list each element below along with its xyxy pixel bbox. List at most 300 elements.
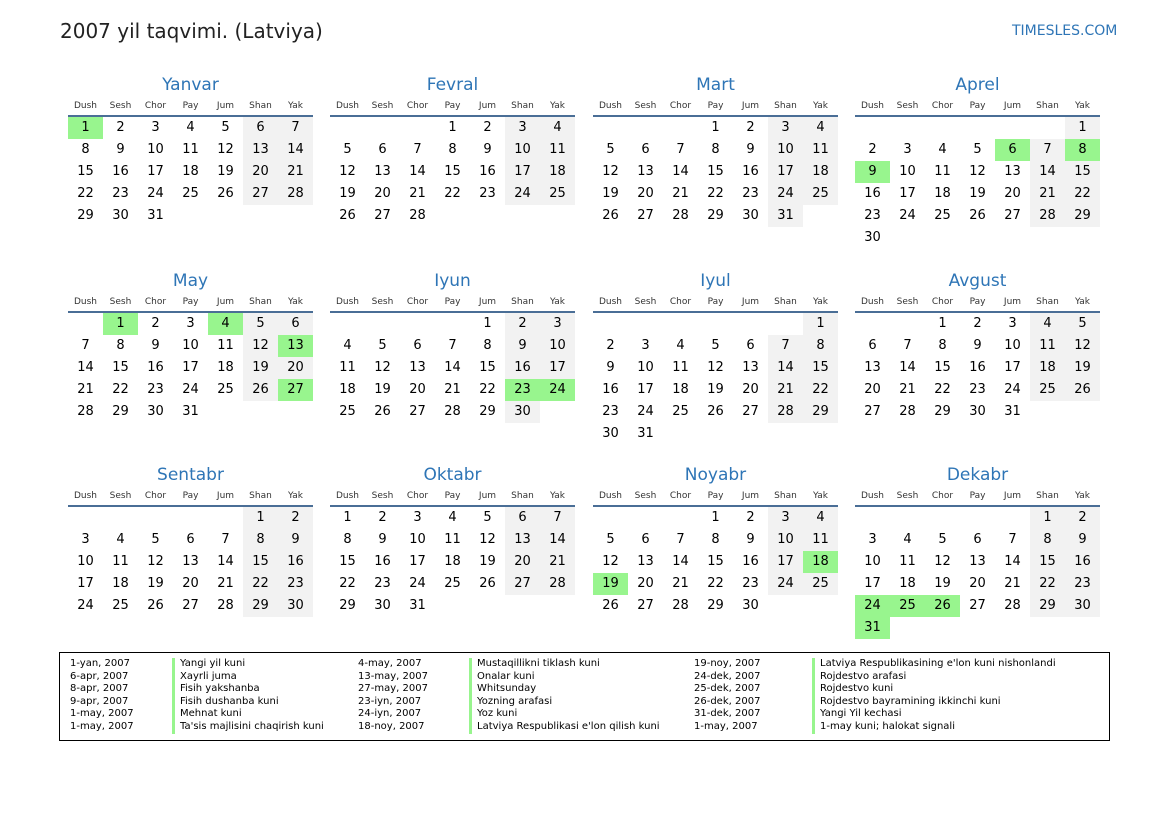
weekday-header [68,97,313,117]
day-cell: 16 [374,554,391,569]
weekday-label: Pay [707,101,724,111]
day-cell: 7 [768,335,803,357]
day-cell: 27 [243,183,278,205]
day-cell: 16 [278,551,313,573]
holiday-date: 8-apr, 2007 [70,683,129,695]
weekday-label: Chor [669,101,692,111]
weekday-label: Dush [860,101,885,111]
day-grid [330,117,575,249]
holiday-date: 31-dek, 2007 [694,708,761,720]
weekday-header [593,487,838,507]
holiday-day-cell: 18 [803,551,838,573]
day-cell: 10 [1004,338,1021,353]
day-cell: 12 [602,554,619,569]
day-cell: 6 [868,338,877,353]
day-cell: 4 [1030,313,1065,335]
day-cell: 24 [77,598,94,613]
holiday-name: Onalar kuni [477,670,535,682]
holiday-day-cell: 19 [593,573,628,595]
day-cell: 18 [112,576,129,591]
day-cell: 5 [483,510,492,525]
day-cell: 30 [278,595,313,617]
month-avgust [855,269,1100,445]
day-cell: 19 [969,186,986,201]
weekday-label: Jum [478,297,497,307]
month-iyul [593,269,838,445]
day-cell: 10 [77,554,94,569]
day-cell: 11 [934,164,951,179]
day-cell: 7 [221,532,230,547]
day-cell: 23 [1065,573,1100,595]
day-cell: 30 [1065,595,1100,617]
holiday-name: Latviya Respublikasining e'lon kuni nishonlandi [820,658,1056,669]
weekday-label: Chor [931,101,954,111]
day-cell: 13 [637,164,654,179]
holiday-date: 25-dek, 2007 [694,683,761,695]
holiday-date: 1-may, 2007 [70,720,134,732]
day-cell: 20 [182,576,199,591]
day-cell: 30 [374,598,391,613]
day-cell: 27 [742,404,759,419]
day-cell: 21 [1004,576,1021,591]
holiday-day-cell: 26 [925,595,960,617]
day-cell: 6 [278,313,313,335]
day-cell: 19 [707,382,724,397]
day-grid [855,117,1100,249]
day-cell: 4 [343,338,352,353]
day-cell: 26 [339,208,356,223]
day-cell: 30 [742,598,759,613]
day-cell: 4 [448,510,457,525]
weekday-label: Dush [598,297,623,307]
day-cell: 26 [147,598,164,613]
day-cell: 18 [672,382,689,397]
day-cell: 23 [969,382,986,397]
weekday-label: Yak [1075,101,1090,111]
day-cell: 24 [1004,382,1021,397]
holiday-name: Mehnat kuni [180,708,242,720]
day-cell: 14 [768,357,803,379]
holiday-name: Mustaqillikni tiklash kuni [477,658,600,669]
holiday-day-cell: 8 [1065,139,1100,161]
weekday-label: Sesh [896,101,919,111]
day-grid [593,313,838,445]
month-name: Avgust [948,271,1007,291]
day-cell: 5 [151,532,160,547]
holiday-name: 1-may kuni; halokat signali [820,720,955,732]
holiday-day-cell: 1 [68,117,103,139]
weekday-label: Dush [73,297,98,307]
day-cell: 11 [803,529,838,551]
day-cell: 8 [711,142,720,157]
holiday-date: 19-noy, 2007 [694,658,761,669]
day-cell: 10 [147,142,164,157]
month-name: Noyabr [684,465,747,485]
day-cell: 27 [505,573,540,595]
holiday-name: Rojdestvo arafasi [820,670,907,682]
day-cell: 22 [803,379,838,401]
day-cell: 24 [147,186,164,201]
day-cell: 13 [374,164,391,179]
month-name: Sentabr [157,465,224,485]
day-cell: 11 [899,554,916,569]
day-cell: 28 [1004,598,1021,613]
day-cell: 16 [1065,551,1100,573]
holiday-date: 4-may, 2007 [358,658,422,669]
day-cell: 9 [505,335,540,357]
day-cell: 4 [116,532,125,547]
day-cell: 29 [243,595,278,617]
day-cell: 24 [505,183,540,205]
day-cell: 13 [182,554,199,569]
day-cell: 11 [339,360,356,375]
day-cell: 22 [444,186,461,201]
day-cell: 1 [803,313,838,335]
day-cell: 2 [973,316,982,331]
day-cell: 28 [540,573,575,595]
day-cell: 23 [479,186,496,201]
day-cell: 16 [742,554,759,569]
weekday-label: Pay [969,101,986,111]
weekday-header [593,97,838,117]
weekday-label: Shan [511,297,534,307]
day-cell: 24 [637,404,654,419]
day-cell: 22 [707,186,724,201]
day-cell: 4 [803,117,838,139]
day-cell: 5 [343,142,352,157]
day-cell: 22 [1065,183,1100,205]
weekday-header [330,97,575,117]
holiday-name: Yoz kuni [477,708,518,720]
day-cell: 19 [339,186,356,201]
weekday-label: Yak [813,297,828,307]
day-cell: 11 [217,338,234,353]
holiday-name: Rojdestvo kuni [820,683,894,695]
holiday-date: 9-apr, 2007 [70,695,129,707]
weekday-label: Chor [144,491,167,501]
day-cell: 14 [1004,554,1021,569]
day-cell: 14 [672,554,689,569]
day-cell: 11 [182,142,199,157]
day-cell: 11 [803,139,838,161]
day-cell: 14 [409,164,426,179]
day-cell: 23 [374,576,391,591]
day-cell: 21 [278,161,313,183]
weekday-label: Sesh [109,101,132,111]
holiday-name: Yangi yil kuni [180,658,246,669]
day-cell: 17 [768,551,803,573]
day-cell: 1 [243,507,278,529]
day-cell: 24 [409,576,426,591]
day-cell: 6 [186,532,195,547]
day-cell: 7 [81,338,90,353]
holiday-day-cell: 23 [505,379,540,401]
day-cell: 17 [505,161,540,183]
weekday-label: Yak [288,101,303,111]
weekday-label: Shan [249,297,272,307]
weekday-label: Jum [1003,101,1022,111]
day-cell: 16 [602,382,619,397]
day-cell: 14 [444,360,461,375]
weekday-label: Chor [669,297,692,307]
day-cell: 3 [768,117,803,139]
weekday-label: Dush [860,491,885,501]
month-name: Fevral [426,75,479,95]
month-iyun [330,269,575,445]
day-cell: 19 [479,554,496,569]
day-cell: 3 [540,313,575,335]
day-cell: 11 [1030,335,1065,357]
day-cell: 8 [116,338,125,353]
day-cell: 22 [707,576,724,591]
day-cell: 23 [278,573,313,595]
day-cell: 15 [112,360,129,375]
day-cell: 24 [899,208,916,223]
day-cell: 6 [243,117,278,139]
month-name: Oktabr [423,465,482,485]
day-cell: 3 [768,507,803,529]
day-cell: 20 [278,357,313,379]
day-cell: 8 [343,532,352,547]
weekday-label: Dush [598,101,623,111]
holiday-day-cell: 13 [278,335,313,357]
weekday-label: Pay [182,491,199,501]
weekday-label: Pay [444,491,461,501]
day-cell: 21 [899,382,916,397]
day-cell: 10 [864,554,881,569]
day-cell: 8 [483,338,492,353]
day-cell: 18 [540,161,575,183]
day-grid [330,507,575,639]
day-cell: 25 [339,404,356,419]
holiday-date: 1-may, 2007 [694,720,758,732]
day-cell: 6 [641,532,650,547]
day-cell: 24 [768,183,803,205]
day-cell: 9 [973,338,982,353]
weekday-label: Chor [406,101,429,111]
weekday-label: Jum [216,491,235,501]
holiday-names-col-1 [172,658,324,734]
weekday-label: Jum [741,101,760,111]
day-cell: 1 [343,510,352,525]
day-cell: 2 [378,510,387,525]
day-cell: 25 [803,183,838,205]
day-cell: 25 [934,208,951,223]
day-grid [68,313,313,445]
weekday-header [330,487,575,507]
day-cell: 15 [444,164,461,179]
day-cell: 29 [339,598,356,613]
weekday-label: Dush [860,297,885,307]
day-cell: 12 [243,335,278,357]
holiday-date: 1-may, 2007 [70,708,134,720]
day-cell: 3 [186,316,195,331]
weekday-label: Pay [707,297,724,307]
day-cell: 10 [899,164,916,179]
day-cell: 23 [742,186,759,201]
weekday-label: Yak [550,491,565,501]
day-cell: 29 [1030,595,1065,617]
weekday-label: Jum [478,101,497,111]
day-cell: 12 [969,164,986,179]
day-cell: 31 [182,404,199,419]
day-cell: 17 [1004,360,1021,375]
holiday-day-cell: 24 [855,595,890,617]
holiday-name: Ta'sis majlisini chaqirish kuni [180,720,324,732]
site-link[interactable]: TIMESLES.COM [1012,23,1118,39]
weekday-label: Sesh [371,101,394,111]
day-cell: 29 [934,404,951,419]
holiday-date: 6-apr, 2007 [70,670,129,682]
month-yanvar [68,73,313,249]
month-name: Aprel [955,75,1000,95]
day-cell: 30 [112,208,129,223]
day-cell: 26 [374,404,391,419]
day-cell: 13 [1004,164,1021,179]
day-cell: 7 [676,532,685,547]
day-grid [855,313,1100,445]
holiday-name: Yozning arafasi [477,695,553,707]
holiday-name: Yangi Yil kechasi [820,708,902,720]
day-cell: 27 [409,404,426,419]
day-cell: 15 [243,551,278,573]
weekday-header [593,293,838,313]
day-cell: 12 [374,360,391,375]
day-cell: 28 [217,598,234,613]
weekday-label: Sesh [896,491,919,501]
weekday-label: Yak [550,297,565,307]
weekday-label: Dush [73,491,98,501]
weekday-label: Shan [1036,101,1059,111]
day-cell: 19 [243,357,278,379]
day-cell: 20 [969,576,986,591]
weekday-label: Sesh [371,491,394,501]
day-cell: 8 [803,335,838,357]
day-cell: 20 [505,551,540,573]
weekday-header [68,487,313,507]
day-cell: 12 [602,164,619,179]
day-cell: 28 [899,404,916,419]
holiday-name: Latviya Respublikasi e'lon qilish kuni [477,720,660,732]
day-grid [68,117,313,249]
day-cell: 2 [606,338,615,353]
weekday-label: Jum [1003,297,1022,307]
day-cell: 1 [938,316,947,331]
day-cell: 30 [147,404,164,419]
weekday-label: Shan [511,491,534,501]
day-cell: 9 [378,532,387,547]
page-title: 2007 yil taqvimi. (Latviya) [60,19,323,43]
day-cell: 16 [505,357,540,379]
day-cell: 2 [868,142,877,157]
day-cell: 5 [1065,313,1100,335]
day-cell: 5 [243,313,278,335]
day-cell: 5 [973,142,982,157]
day-cell: 20 [243,161,278,183]
day-cell: 8 [81,142,90,157]
holiday-dates-col-3 [694,658,761,734]
day-cell: 14 [278,139,313,161]
day-cell: 21 [672,576,689,591]
day-cell: 12 [479,532,496,547]
day-cell: 2 [505,313,540,335]
holiday-name: Whitsunday [477,683,537,695]
weekday-label: Chor [931,297,954,307]
weekday-label: Jum [741,491,760,501]
day-cell: 22 [112,382,129,397]
holiday-date: 24-dek, 2007 [694,670,761,682]
day-cell: 19 [217,164,234,179]
holiday-list [59,652,1110,741]
weekday-label: Yak [550,101,565,111]
weekday-label: Yak [813,491,828,501]
day-cell: 22 [934,382,951,397]
day-cell: 27 [637,598,654,613]
day-cell: 30 [864,230,881,245]
day-cell: 6 [413,338,422,353]
holiday-date: 18-noy, 2007 [358,720,425,732]
weekday-label: Yak [288,491,303,501]
day-cell: 26 [969,208,986,223]
day-grid [855,507,1100,639]
day-cell: 4 [803,507,838,529]
day-cell: 18 [444,554,461,569]
day-cell: 9 [151,338,160,353]
day-cell: 25 [217,382,234,397]
day-cell: 18 [803,161,838,183]
day-cell: 14 [899,360,916,375]
day-cell: 2 [746,120,755,135]
day-cell: 10 [505,139,540,161]
weekday-label: Pay [444,101,461,111]
day-cell: 23 [112,186,129,201]
month-name: Yanvar [162,75,219,95]
day-cell: 13 [243,139,278,161]
day-cell: 5 [221,120,230,135]
day-cell: 23 [602,404,619,419]
day-cell: 13 [864,360,881,375]
day-cell: 14 [672,164,689,179]
day-cell: 27 [969,598,986,613]
day-cell: 6 [746,338,755,353]
day-cell: 4 [676,338,685,353]
weekday-label: Pay [444,297,461,307]
day-cell: 5 [938,532,947,547]
month-aprel [855,73,1100,249]
day-cell: 24 [182,382,199,397]
weekday-label: Jum [216,297,235,307]
weekday-label: Pay [182,297,199,307]
day-cell: 12 [339,164,356,179]
weekday-label: Sesh [634,297,657,307]
weekday-label: Sesh [371,297,394,307]
day-cell: 4 [938,142,947,157]
day-cell: 8 [1030,529,1065,551]
holiday-day-cell: 27 [278,379,313,401]
weekday-label: Dush [73,101,98,111]
day-cell: 24 [768,573,803,595]
weekday-label: Chor [144,297,167,307]
day-cell: 3 [151,120,160,135]
day-cell: 10 [409,532,426,547]
day-cell: 3 [903,142,912,157]
day-cell: 7 [448,338,457,353]
day-cell: 14 [540,529,575,551]
weekday-label: Jum [741,297,760,307]
day-cell: 20 [1004,186,1021,201]
day-cell: 27 [374,208,391,223]
holiday-names-col-2 [469,658,660,734]
